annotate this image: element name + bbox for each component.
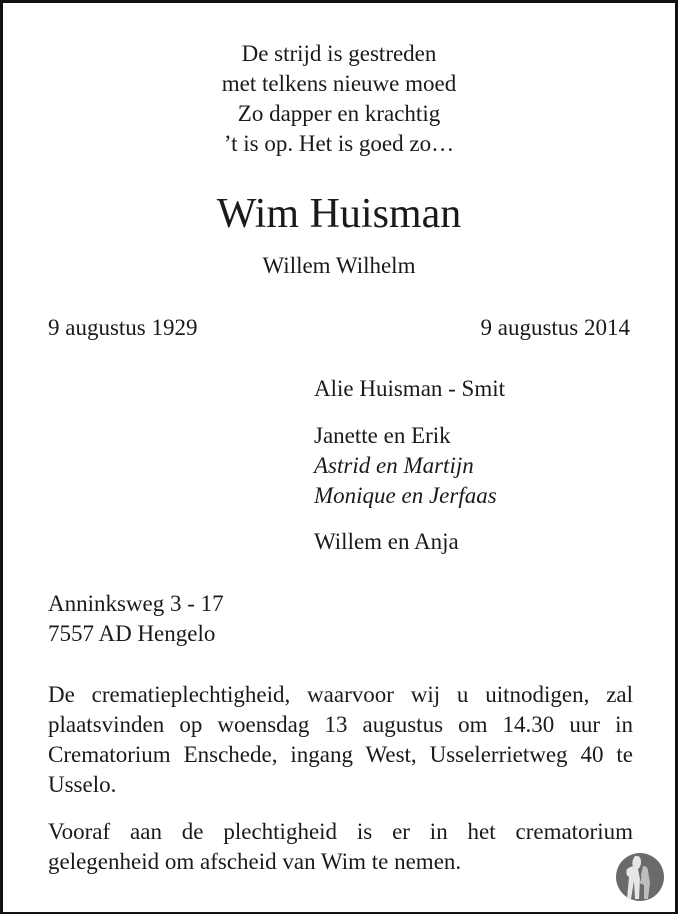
- farewell-text: Vooraf aan de plechtigheid is er in het crematorium gelegenheid om afscheid van Wim te nemen.: [48, 819, 633, 874]
- family-spouse: Alie Huisman - Smit: [314, 376, 506, 401]
- poem-line: ’t is op. Het is goed zo…: [223, 131, 455, 156]
- family-child: Willem en Anja: [314, 529, 459, 554]
- address-street: Anninksweg 3 - 17: [48, 591, 224, 616]
- family-child: Janette en Erik: [314, 423, 451, 448]
- family-grandchild: Monique en Jerfaas: [314, 483, 497, 508]
- poem-line: Zo dapper en krachtig: [237, 101, 441, 126]
- poem-line: De strijd is gestreden: [241, 41, 437, 66]
- address-city: 7557 AD Hengelo: [48, 621, 216, 646]
- family-grandchild: Astrid en Martijn: [314, 453, 474, 478]
- birth-date: 9 augustus 1929: [48, 315, 198, 340]
- given-names: Willem Wilhelm: [262, 253, 416, 278]
- death-date: 9 augustus 2014: [480, 315, 630, 340]
- poem-line: met telkens nieuwe moed: [221, 71, 457, 96]
- ceremony-text: De crematieplechtigheid, waarvoor wij u uitnodigen, zal plaatsvinden op woensdag 13 augustus om 14.30 uur in Crematorium Enschede, ingang West, Usselerrietweg 40 te Usselo.: [48, 682, 633, 797]
- poem: [3, 39, 675, 159]
- embrace-logo-icon: [615, 852, 665, 902]
- deceased-name: Wim Huisman: [216, 191, 462, 237]
